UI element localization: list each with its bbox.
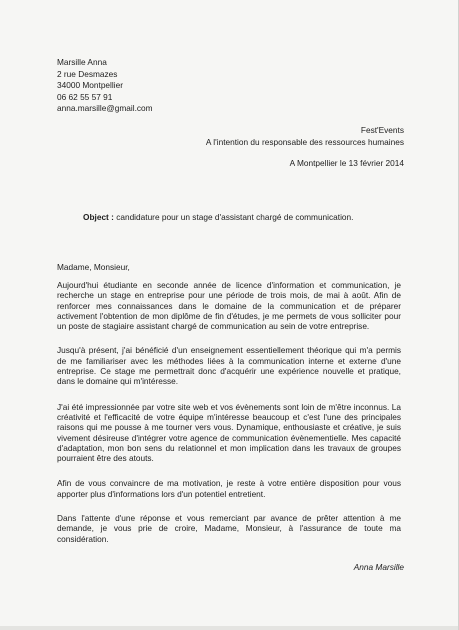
greeting: Madame, Monsieur, bbox=[57, 262, 130, 272]
object-text: candidature pour un stage d'assistant chargé de communication. bbox=[113, 212, 354, 222]
sender-name: Marsille Anna bbox=[57, 57, 107, 67]
body-paragraph: Jusqu'à présent, j'ai bénéficié d'un enseignement essentiellement théorique qui m'a permis de me familiariser avec les méthodes liées à la communication interne et externe d'une entreprise. Ce stage me permettrait donc d'acquérir une expérience nouvelle et pratique, dans le domaine qui m'intéresse. bbox=[57, 345, 401, 387]
sender-block bbox=[57, 57, 153, 115]
recipient-block bbox=[206, 125, 404, 148]
sender-phone: 06 62 55 57 91 bbox=[57, 91, 113, 102]
recipient-attention: A l'intention du responsable des ressources humaines bbox=[205, 136, 404, 147]
recipient-company: Fest'Events bbox=[360, 125, 404, 135]
body-paragraph: Afin de vous convaincre de ma motivation, je reste à votre entière disposition pour vous apporter plus d'informations lors d'un potentiel entretient. bbox=[57, 478, 401, 499]
letter-body bbox=[57, 280, 401, 558]
object-label: Object : bbox=[83, 212, 114, 222]
sender-email: anna.marsille@gmail.com bbox=[57, 103, 153, 114]
object-line bbox=[83, 212, 353, 222]
signature: Anna Marsille bbox=[353, 562, 404, 572]
body-paragraph: Dans l'attente d'une réponse et vous remerciant par avance de prêter attention à me demande, je vous prie de croire, Madame, Monsieur, à l'assurance de toute ma considération. bbox=[57, 513, 401, 544]
letter-date: A Montpellier le 13 février 2014 bbox=[289, 158, 404, 168]
sender-city: 34000 Montpellier bbox=[57, 80, 123, 91]
body-paragraph: Aujourd'hui étudiante en seconde année de licence d'information et communication, je recherche un stage en entreprise pour une période de trois mois, de mai à août. Afin de renforcer mes connaissances dans le domaine de la communication et de préparer activement l'obtention de mon diplôme de fin d'études, je me permets de vous solliciter pour un poste de stagiaire assistant chargé de communication au sein de votre entreprise. bbox=[57, 280, 401, 332]
sender-street: 2 rue Desmazes bbox=[57, 68, 118, 79]
body-paragraph: J'ai été impressionnée par votre site web et vos évènements sont loin de m'être inconnus. La créativité et l'efficacité de votre équipe m'intéresse beaucoup et c'est l'une des principales raisons qui me pousse à me tourner vers vous. Dynamique, enthousiaste et créative, je suis vivement désireuse d'intégrer votre agence de communication évènementielle. Mes capacité d'adaptation, mon bon sens du relationnel et mon implication dans les travaux de groupes pourraient être des atouts. bbox=[57, 401, 401, 464]
